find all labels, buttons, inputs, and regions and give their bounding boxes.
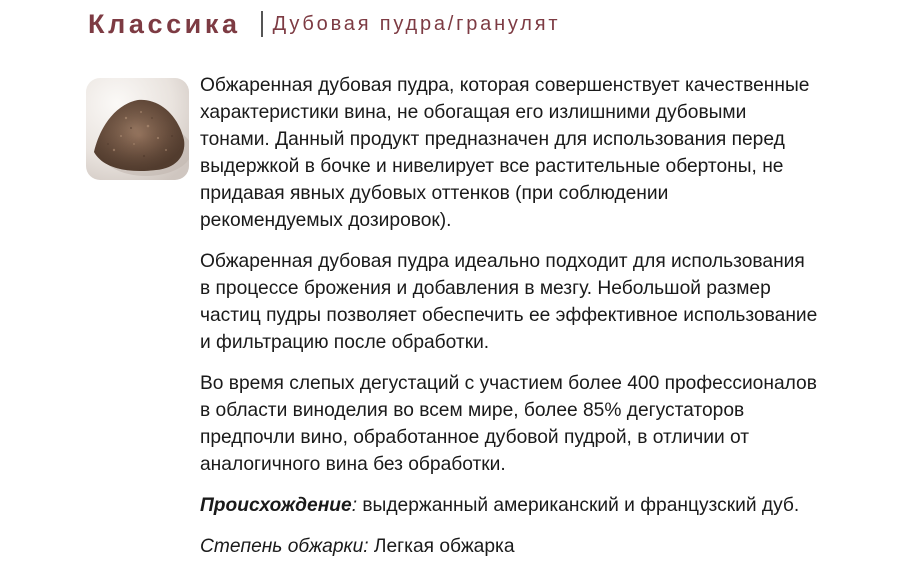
origin-label: Происхождение: [200, 495, 352, 516]
title-divider: [261, 11, 263, 37]
page-subtitle: Дубовая пудра/гранулят: [272, 12, 561, 35]
origin-value: выдержанный американский и французский дуб.: [357, 495, 800, 516]
oak-powder-photo: [86, 78, 189, 180]
origin-separator: :: [351, 495, 358, 516]
roast-label: Степень обжарки:: [200, 536, 369, 557]
roast-value: Легкая обжарка: [368, 536, 515, 557]
description-paragraph-2: Обжаренная дубовая пудра идеально подходит для использования в процессе брожения и добавления в мезгу. Небольшой размер частиц пудры позволяет обеспечить ее эффективное использование и фильтрацию после обработки.: [200, 251, 818, 353]
roast-row: [200, 533, 880, 560]
origin-row: [200, 492, 880, 519]
description-paragraph-3: Во время слепых дегустаций с участием более 400 профессионалов в области виноделия во всем мире, более 85% дегустаторов предпочли вино, обработанное дубовой пудрой, в отличии от аналогичного вина без обработки.: [200, 373, 817, 475]
description-paragraph-1: Обжаренная дубовая пудра, которая совершенствует качественные характеристики вина, не обогащая его излишними дубовыми тонами. Данный продукт предназначен для использования перед выдержкой в бочке и нивелирует все растительные обертоны, не придавая явных дубовых оттенков (при соблюдении рекомендуемых дозировок).: [200, 75, 810, 231]
page-header: [88, 6, 560, 42]
page-title: Классика: [88, 8, 241, 39]
product-description: [200, 72, 880, 574]
